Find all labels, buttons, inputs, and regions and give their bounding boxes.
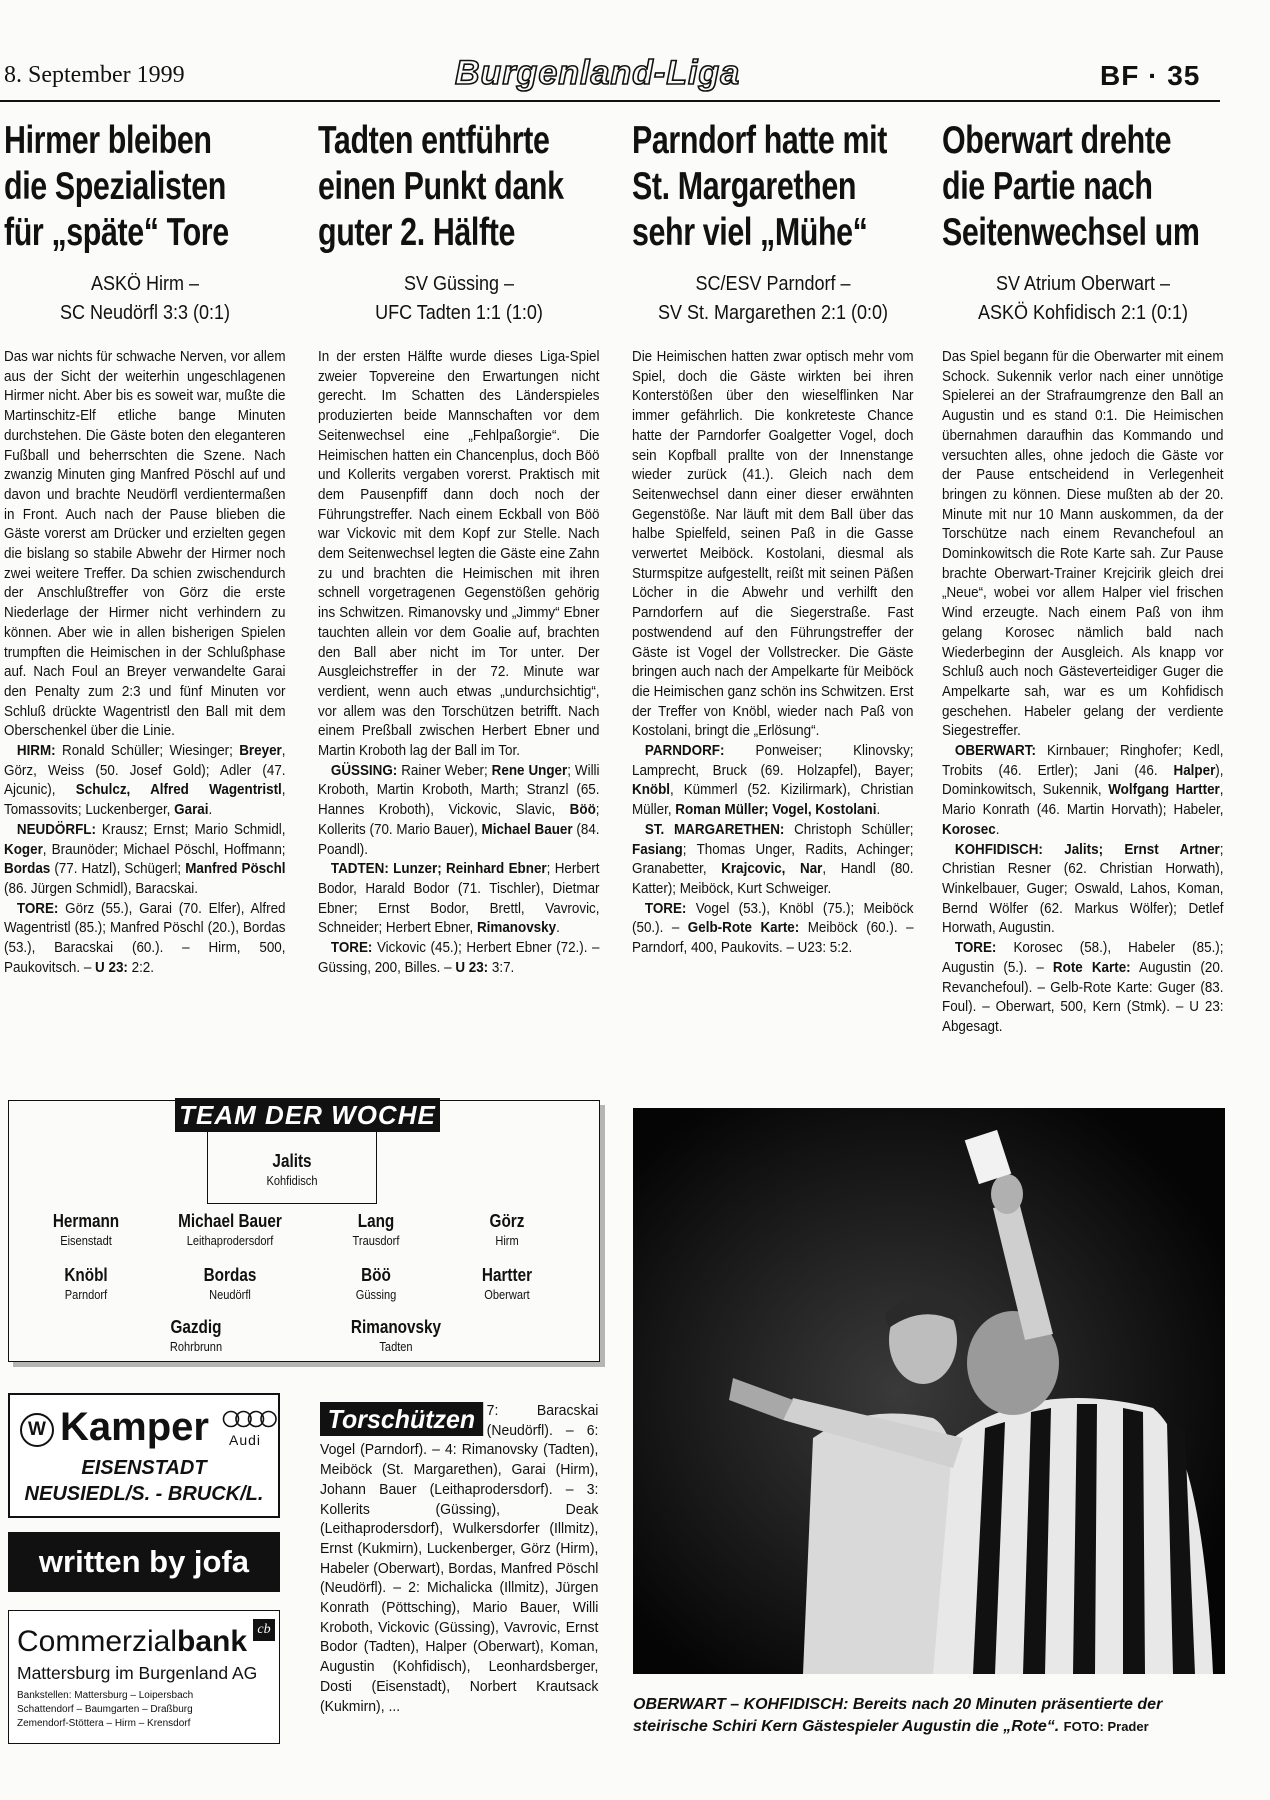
match-result: ASKÖ Hirm – SC Neudörfl 3:3 (0:1) (59, 273, 231, 324)
player-club: Oberwart (484, 1287, 530, 1302)
lineup: OBERWART: Kirnbauer; Ringhofer; Kedl, Trobits (46. Ertler); Jani (46. Halper), Dominkowitsch, Sukennik, Wolfgang Hartter, Mario Konrath (46. Martin Horvath); Habeler, Korosec. (942, 743, 1224, 838)
player-name: Hartter (481, 1265, 533, 1285)
article-text: Das Spiel begann für die Oberwarter mit einem Schock. Sukennik verlor nach einer unnötige Spielerei an der Strafraumgrenze den Ball an Augustin und es stand 0:1. Die Heimischen übernahmen daraufhin das Kommando und versuchten alles, ohne jedoch die Gäste vor der Pause entscheidend in Verlegenheit bringen zu können. Diese mußten ab der 20. Minute mit nur 10 Mann auskommen, da der Torschütze nach einem Revanchefoul an Dominkowitsch die Rote Karte sah. Zur Pause brachte Oberwart-Trainer Krejcirik gleich drei „Neue“, wobei vor allem Halper viel frischen Wind erzeugte. Nach einem Paß von ihm gelang Korosec nämlich bald nach Wiederbeginn der Ausgleich. Als knapp vor Schluß auch noch Gästeverteidiger Guger die Ampelkarte sah, war es um Kohfidisch geschehen. Habeler gelang der verdiente Siegestreffer. (942, 349, 1224, 740)
player-name: Michael Bauer (178, 1211, 282, 1231)
goals-summary: TORE: Görz (55.), Garai (70. Elfer), Alfred Wagentristl (85.); Manfred Pöschl (20.), Bordas (53.), Baracskai (60.). – Hirm, 500, Paukovitsch. – U 23: 2:2. (4, 900, 286, 976)
team-player (150, 1264, 310, 1304)
ad-kamper-location-1: EISENSTADT (81, 1457, 207, 1479)
photo-caption-text: OBERWART – KOHFIDISCH: Bereits nach 20 Minuten präsentierte der steirische Schiri Kern Gästespieler Augustin die „Rote“. (633, 1696, 1163, 1735)
ad-kamper-name: Kamper (60, 1405, 209, 1449)
player-club: Neudörfl (209, 1287, 251, 1302)
player-name: Rimanovsky (350, 1317, 442, 1337)
article-1 (4, 118, 286, 979)
player-club: Leithaprodersdorf (186, 1233, 274, 1248)
article-body (4, 348, 286, 979)
team-player (316, 1316, 476, 1356)
article-2 (318, 118, 600, 979)
article-text: Das war nichts für schwache Nerven, vor allem aus der Sicht der weiterhin ungeschlagenen Hirmer nicht. Aber bis es soweit war, mußte die Martinschitz-Elf etliche bange Minuten durchstehen. Die Gäste boten den eleganteren Fußball und beherrschten die Szene. Nach zwanzig Minuten ging Manfred Pöschl auf und davon und brachte Neudörfl verdientermaßen in Front. Auch nach der Pause blieben die Gäste vorerst am Drücker und erzielten gegen die bislang so stabile Abwehr der Hirmer noch zwei weitere Treffer. Da schien zwischendurch der Anschlußtreffer von Görz die erste Niederlage der Hirmer nicht verhindern zu können. Aber wie in allen bisherigen Spielen trumpften die Heimischen in der Schlußphase auf. Nach Foul an Breyer verwandelte Garai den Penalty zum 2:3 und fünf Minuten vor Schluß drückte Wagentristl den Ball mit dem Oberschenkel über die Linie. (4, 349, 286, 740)
lineup: NEUDÖRFL: Krausz; Ernst; Mario Schmidl, Koger, Braunöder; Michael Pöschl, Hoffmann; Bordas (77. Hatzl), Schügerl; Manfred Pöschl (86. Jürgen Schmidl), Baracskai. (4, 821, 286, 897)
ad-kamper-location-2: NEUSIEDL/S. - BRUCK/L. (24, 1483, 264, 1505)
ad-cb-branches: Bankstellen: Mattersburg – Loipersbach Schattendorf – Baumgarten – Draßburg Zemendorf-Stöttera – Hirm – Krensdorf (17, 1690, 194, 1729)
photo-credit: FOTO: Prader (1063, 1719, 1149, 1734)
team-of-week-title: TEAM DER WOCHE (175, 1098, 440, 1132)
player-name: Böö (361, 1265, 391, 1285)
lineup: ST. MARGARETHEN: Christoph Schüller; Fasiang; Thomas Unger, Radits, Achinger; Granabetter, Krajcovic, Nar, Handl (80. Katter); Meiböck, Kurt Schweiger. (632, 821, 914, 897)
ad-written-by-jofa: written by jofa (8, 1532, 280, 1592)
team-player (116, 1316, 276, 1356)
goals-summary: TORE: Vickovic (45.); Herbert Ebner (72.). – Güssing, 200, Billes. – U 23: 3:7. (318, 940, 600, 976)
player-club: Güssing (355, 1287, 397, 1302)
match-result: SV Atrium Oberwart – ASKÖ Kohfidisch 2:1 (0:1) (977, 273, 1189, 324)
top-scorers-label: Torschützen (320, 1402, 483, 1436)
goals-summary: TORE: Korosec (58.), Habeler (85.); Augustin (5.). – Rote Karte: Augustin (20. Revanchefoul). – Gelb-Rote Karte: Guger (83. Foul). – Oberwart, 500, Kern (Stmk). – U 23: Abgesagt. (942, 940, 1224, 1035)
referee-photo (633, 1108, 1225, 1674)
match-result: SC/ESV Parndorf – SV St. Margarethen 2:1 (0:0) (657, 273, 889, 324)
article-text: In der ersten Hälfte wurde dieses Liga-Spiel zweier Topvereine den Erwartungen nicht gerecht. Im Schatten des Länderspieles produzierten beide Mannschaften vor dem Seitenwechsel eine „Fehlpaßorgie“. Die Heimischen hatten ein Chancenplus, doch Böö und Kollerits vergaben vorerst. Praktisch mit dem Pausenpfiff dann doch noch der Führungstreffer. Nach einem Eckball von Böö war Vickovic mit dem Kopf zur Stelle. Nach dem Seitenwechsel legten die Gäste eine Zahn zu und brachten die Heimischen mit ihren schnell vorgetragenen Gegenstößen gehörig ins Schwitzen. Rimanovsky und „Jimmy“ Ebner tauchten allein vor dem Goalie auf, brachten den Ball aber nicht im Tor unter. Der Ausgleichstreffer in der 72. Minute war verdient, wenn auch etwas „undurchsichtig“, vor allem was den Torschützen betrifft. Nach einem Preßball zwischen Herbert Ebner und Martin Kroboth lag der Ball im Tor. (318, 349, 600, 760)
team-player (6, 1210, 166, 1250)
ad-kamper-brand: Audi (229, 1432, 262, 1448)
article-body (942, 348, 1224, 1038)
player-club: Eisenstadt (60, 1233, 112, 1248)
audi-rings-icon (222, 1409, 278, 1429)
player-club: Kohfidisch (266, 1173, 318, 1188)
lineup: PARNDORF: Ponweiser; Klinovsky; Lamprecht, Bruck (69. Holzapfel), Bayer; Knöbl, Kümmerl (52. Kizilirmark), Christian Müller, Roman Müller; Vogel, Kostolani. (632, 743, 914, 819)
article-text: Die Heimischen hatten zwar optisch mehr vom Spiel, doch die Gäste wirkten bei ihren Konterstößen über den wieselflinken Nar immer gefährlich. Die konkreteste Chance hatte der Parndorfer Goalgetter Vogel, doch sein Kopfball prallte von der Innenstange wieder zurück (41.). Gleich nach dem Seitenwechsel dann einer dieser erwähnten Gegenstöße. Nar läuft mit dem Ball über das halbe Spielfeld, seinen Paß in die Gasse verwertet Meiböck. Kostolani, diesmal als Sturmspitze aufgestellt, reißt mit seinen Päßen Löcher in die Abwehr und verhilft den Parndorfern auf die Siegerstraße. Fast postwendend auf den Führungstreffer der Gäste ist Vogel der Vollstrecker. Die Gäste bringen auch nach der Ampelkarte für Meiböck die Heimischen ganz schön ins Schwitzen. Erst der Treffer von Knöbl, wieder nach Paß von Kostolani, bringt die „Erlösung“. (632, 349, 914, 740)
ad-cb-name: Commerzialbank (17, 1625, 248, 1658)
team-player (6, 1264, 166, 1304)
article-headline: Parndorf hatte mit St. Margarethen sehr viel „Mühe“ (632, 119, 887, 254)
article-headline: Oberwart drehte die Partie nach Seitenwechsel um (942, 119, 1200, 254)
player-name: Hermann (52, 1211, 120, 1231)
lineup: HIRM: Ronald Schüller; Wiesinger; Breyer, Görz, Weiss (50. Josef Gold); Adler (47. Ajcunic), Schulcz, Alfred Wagentristl, Tomassovits; Luckenberger, Garai. (4, 743, 286, 819)
vw-logo-icon: W (20, 1413, 54, 1447)
ad-commerzialbank[interactable] (8, 1610, 280, 1744)
section-title: Burgenland-Liga (455, 54, 741, 92)
ad-kamper[interactable] (8, 1393, 280, 1518)
lineup: KOHFIDISCH: Jalits; Ernst Artner; Christian Resner (62. Christian Horwath), Winkelbauer, Guger; Oswald, Lahos, Koman, Bernd Wölfer (62. Markus Wölfer); Detlef Horwath, Augustin. (942, 841, 1224, 937)
lineup: GÜSSING: Rainer Weber; Rene Unger; Willi Kroboth, Martin Kroboth, Marth; Stranzl (65. Hannes Kroboth), Vickovic, Slavic, Böö; Kollerits (70. Mario Bauer), Michael Bauer (84. Poandl). (318, 762, 600, 858)
article-headline: Hirmer bleiben die Spezialisten für „späte“ Tore (4, 119, 229, 254)
match-result: SV Güssing – UFC Tadten 1:1 (1:0) (375, 273, 543, 324)
player-name: Bordas (203, 1265, 257, 1285)
article-body (318, 348, 600, 979)
commerzialbank-logo-icon: cb (253, 1619, 275, 1641)
player-club: Hirm (495, 1233, 519, 1248)
team-player (427, 1264, 587, 1304)
article-4 (942, 118, 1224, 1038)
player-name: Gazdig (170, 1317, 222, 1337)
ad-cb-subtitle: Mattersburg im Burgenland AG (17, 1663, 258, 1683)
article-headline: Tadten entführte einen Punkt dank guter 2. Hälfte (318, 119, 564, 254)
team-player (427, 1210, 587, 1250)
article-body (632, 348, 914, 959)
goals-summary: TORE: Vogel (53.), Knöbl (75.); Meiböck (50.). – Gelb-Rote Karte: Meiböck (60.). – Parndorf, 400, Paukovits. – U23: 5:2. (632, 900, 914, 957)
player-name: Lang (357, 1211, 395, 1231)
article-3 (632, 118, 914, 959)
header-rule (0, 100, 1220, 102)
issue-date: 8. September 1999 (4, 62, 185, 88)
lineup: TADTEN: Lunzer; Reinhard Ebner; Herbert Bodor, Harald Bodor (71. Tischler), Dietmar Ebner; Ernst Bodor, Brettl, Vavrovic, Schneider; Herbert Ebner, Rimanovsky. (318, 861, 600, 937)
photo-caption (633, 1694, 1225, 1738)
team-player (150, 1210, 310, 1250)
player-name: Görz (489, 1211, 525, 1231)
top-scorers (320, 1402, 598, 1717)
page-number: BF · 35 (1100, 60, 1201, 91)
referee-red-card-image (633, 1108, 1225, 1674)
top-scorers-text: 7: Baracskai (Neudörfl). – 6: Vogel (Parndorf). – 4: Rimanovsky (Tadten), Meiböck (St. Margarethen), Garai (Hirm), Johann Bauer (Leithaprodersdorf). – 3: Kollerits (Güssing), Deak (Leithaprodersdorf), Wulkersdorfer (Illmitz), Ernst (Kukmirn), Luckenberger, Görz (Hirm), Habeler (Oberwart), Bordas, Manfred Pöschl (Neudörfl). – 2: Michalicka (Illmitz), Jürgen Konrath (Pöttsching), Mario Bauer, Willi Kroboth, Vickovic (Güssing), Vavrovic, Ernst Bodor (Tadten), Halper (Oberwart), Koman, Augustin (Kohfidisch), Leonhardsberger, Dosti (Eisenstadt), Norbert Krautsack (Kukmirn), ... (320, 1403, 599, 1715)
player-club: Tadten (379, 1339, 413, 1354)
player-club: Trausdorf (352, 1233, 400, 1248)
player-club: Rohrbrunn (169, 1339, 223, 1354)
team-player (212, 1150, 372, 1190)
player-club: Parndorf (64, 1287, 108, 1302)
player-name: Knöbl (64, 1265, 108, 1285)
player-name: Jalits (272, 1151, 312, 1171)
